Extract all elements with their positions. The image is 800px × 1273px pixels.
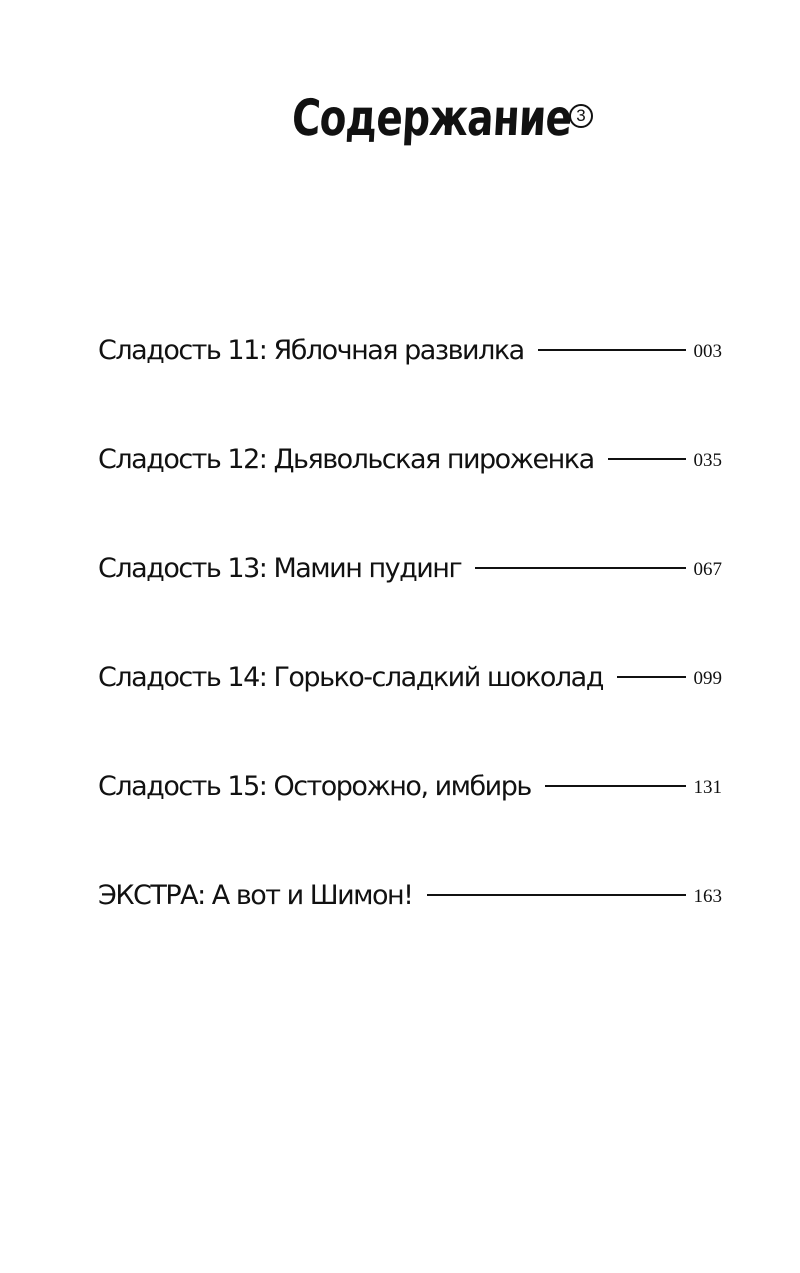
toc-entry-page: 003 xyxy=(693,341,722,362)
toc-entry-title: ЭКСТРА: А вот и Шимон! xyxy=(98,879,413,911)
toc-entry-title: Сладость 15: Осторожно, имбирь xyxy=(98,770,531,802)
page-header xyxy=(0,78,800,168)
toc-leader-line xyxy=(475,567,685,569)
toc-entry-page: 163 xyxy=(693,886,722,907)
toc-entry xyxy=(98,439,722,479)
page-title: Содержание xyxy=(290,89,573,147)
toc-leader-line xyxy=(617,676,686,678)
toc-entry xyxy=(98,766,722,806)
toc-entry-page: 131 xyxy=(693,777,722,798)
toc-entry-title: Сладость 14: Горько-сладкий шоколад xyxy=(98,661,603,693)
volume-number-badge: 3 xyxy=(569,104,593,128)
toc-leader-line xyxy=(427,894,686,896)
toc-entry xyxy=(98,330,722,370)
toc-entry xyxy=(98,548,722,588)
toc-entry-page: 035 xyxy=(693,450,722,471)
toc-entry-title: Сладость 12: Дьявольская пироженка xyxy=(98,443,594,475)
toc-leader-line xyxy=(608,458,686,460)
toc-entry-title: Сладость 11: Яблочная развилка xyxy=(98,334,524,366)
toc-leader-line xyxy=(538,349,686,351)
toc-entry-page: 067 xyxy=(693,559,722,580)
toc-entry xyxy=(98,657,722,697)
toc-leader-line xyxy=(545,785,686,787)
toc-entry xyxy=(98,875,722,915)
toc-entry-page: 099 xyxy=(693,668,722,689)
toc-entry-title: Сладость 13: Мамин пудинг xyxy=(98,552,462,584)
